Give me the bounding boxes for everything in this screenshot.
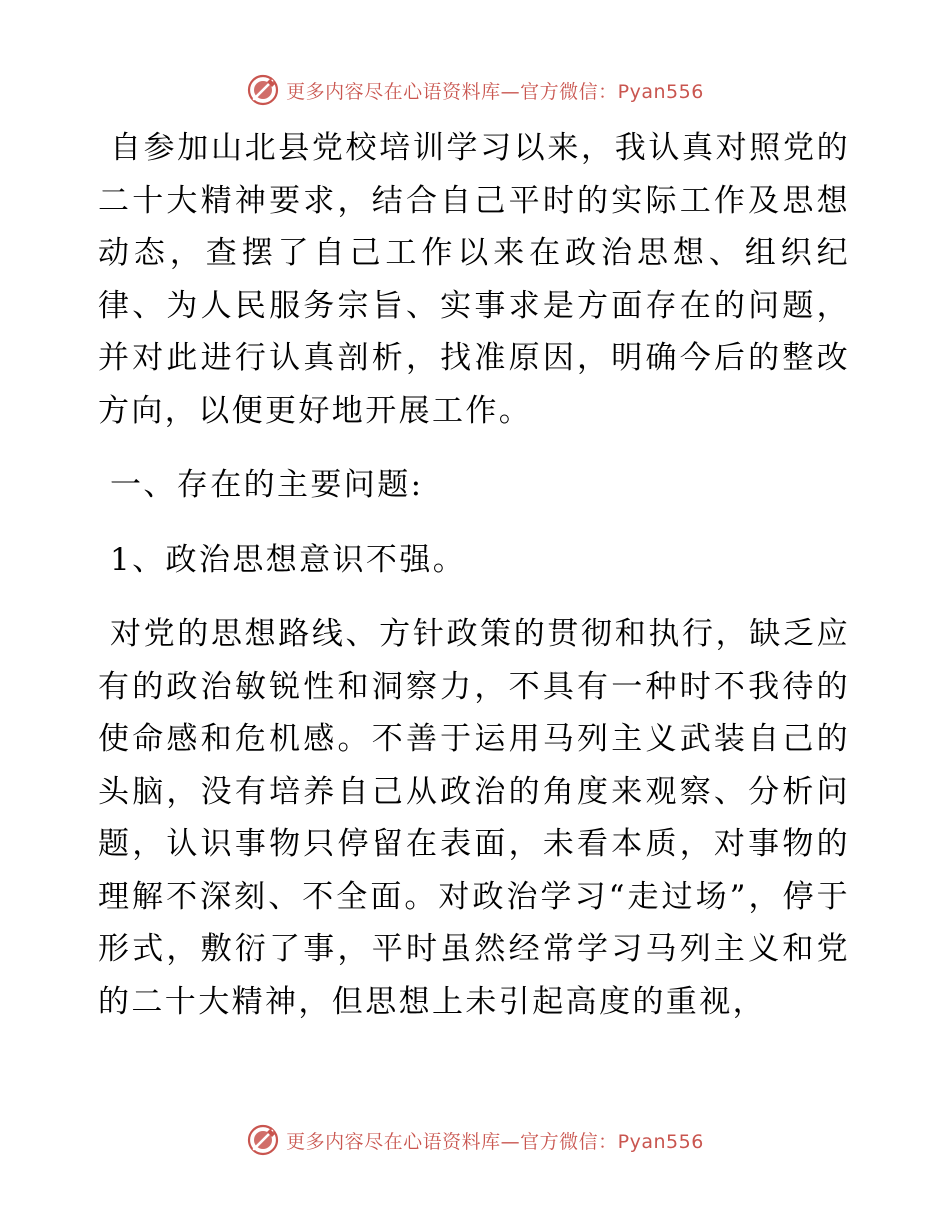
pen-seal-icon — [246, 73, 280, 107]
header-banner-text: 更多内容尽在心语资料库—官方微信：Pyan556 — [286, 80, 704, 103]
subsection-heading: 1、政治思想意识不强。 — [110, 541, 467, 578]
footer-banner-text: 更多内容尽在心语资料库—官方微信：Pyan556 — [286, 1130, 704, 1153]
pen-seal-icon — [246, 1123, 280, 1157]
footer-banner — [0, 1120, 950, 1160]
header-banner — [0, 70, 950, 110]
document-body — [98, 122, 850, 1028]
body-paragraph: 对党的思想路线、方针政策的贯彻和执行，缺乏应有的政治敏锐性和洞察力，不具有一种时不我待的使命感和危机感。不善于运用马列主义武装自己的头脑，没有培养自己从政治的角度来观察、分析问题，认识事物只停留在表面，未看本质，对事物的理解不深刻、不全面。对政治学习“走过场”，停于形式，敷衍了事，平时虽然经常学习马列主义和党的二十大精神，但思想上未引起高度的重视， — [98, 616, 850, 1020]
intro-paragraph: 自参加山北县党校培训学习以来，我认真对照党的二十大精神要求，结合自己平时的实际工作及思想动态，查摆了自己工作以来在政治思想、组织纪律、为人民服务宗旨、实事求是方面存在的问题，并对此进行认真剖析，找准原因，明确今后的整改方向，以便更好地开展工作。 — [98, 130, 850, 429]
section-heading: 一、存在的主要问题: — [110, 467, 424, 503]
